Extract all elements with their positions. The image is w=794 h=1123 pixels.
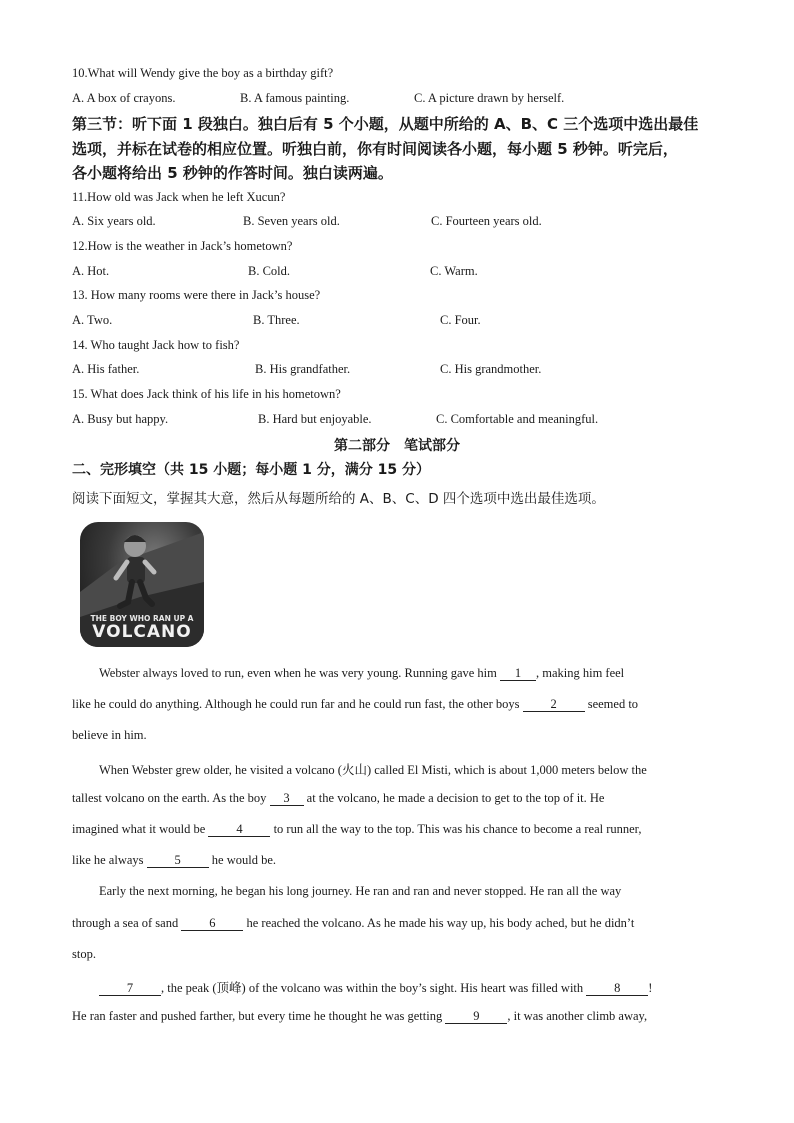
passage-line-6 [72,822,641,837]
blank-3[interactable]: 3 [270,791,304,806]
passage-text: he reached the volcano. As he made his way up, his body ached, but he didn’t [246,916,635,930]
q12-option-c: C. Warm. [430,264,478,278]
q13-option-c: C. Four. [440,313,481,327]
blank-6[interactable]: 6 [181,916,243,931]
question-15: 15. What does Jack think of his life in his hometown? [72,387,341,401]
q14-option-b: B. His grandfather. [255,362,351,376]
q11-option-b: B. Seven years old. [243,214,340,228]
part2-title: 第二部分 笔试部分 [334,438,460,454]
passage-text: , the peak (顶峰) of the volcano was within the boy’s sight. His heart was filled with [161,981,584,995]
passage-text: tallest volcano on the earth. As the boy [72,791,267,805]
question-10: 10.What will Wendy give the boy as a birthday gift? [72,66,334,80]
question-12: 12.How is the weather in Jack’s hometown? [72,239,293,253]
image-caption-top: THE BOY WHO RAN UP A [90,614,194,623]
passage-line-3: believe in him. [72,728,147,742]
q13-option-a: A. Two. [72,313,113,327]
passage-line-9 [72,916,634,931]
q14-option-c: C. His grandmother. [440,362,542,376]
cloze-heading: 二、完形填空（共 15 小题；每小题 1 分，满分 15 分） [72,462,430,478]
passage-text: , it was another climb away, [507,1009,648,1023]
q10-option-b: B. A famous painting. [240,91,350,105]
passage-text: at the volcano, he made a decision to get to the top of it. He [306,791,605,805]
passage-line-10: stop. [72,947,96,961]
q15-option-b: B. Hard but enjoyable. [258,412,372,426]
passage-text: imagined what it would be [72,822,206,836]
passage-text: like he always [72,853,144,867]
q14-option-a: A. His father. [72,362,140,376]
section3-instruction-line2: 选项，并标在试卷的相应位置。听独白前，你有时间阅读各小题，每小题 5 秒钟。听完后， [72,140,678,158]
blank-9[interactable]: 9 [445,1009,507,1024]
cloze-instruction: 阅读下面短文，掌握其大意，然后从每题所给的 A、B、C、D 四个选项中选出最佳选项。 [72,491,605,507]
passage-line-1 [99,666,624,681]
question-14: 14. Who taught Jack how to fish? [72,338,240,352]
passage-text: through a sea of sand [72,916,179,930]
question-13: 13. How many rooms were there in Jack’s house? [72,288,321,302]
q15-option-a: A. Busy but happy. [72,412,169,426]
boy-volcano-image [80,522,204,647]
passage-line-12 [72,1009,647,1024]
q11-option-c: C. Fourteen years old. [431,214,542,228]
q15-option-c: C. Comfortable and meaningful. [436,412,599,426]
passage-line-5 [72,791,604,806]
blank-7[interactable]: 7 [99,981,161,996]
blank-5[interactable]: 5 [147,853,209,868]
passage-line-2 [72,697,638,712]
passage-text: He ran faster and pushed farther, but every time he thought he was getting [72,1009,443,1023]
section3-instruction-line3: 各小题将给出 5 秒钟的作答时间。独白读两遍。 [72,164,393,182]
q12-option-b: B. Cold. [248,264,291,278]
passage-text: Webster always loved to run, even when he was very young. Running gave him [99,666,497,680]
passage-text: like he could do anything. Although he could run far and he could run fast, the other boys [72,697,520,711]
passage-text: , making him feel [535,666,625,680]
section3-instruction-line1: 第三节：听下面 1 段独白。独白后有 5 个小题，从题中所给的 A、B、C 三个选项中选出最佳 [72,115,699,133]
passage-line-4: When Webster grew older, he visited a volcano (火山) called El Misti, which is about 1,000 meters below the [99,763,647,777]
q10-option-a: A. A box of crayons. [72,91,176,105]
passage-line-8: Early the next morning, he began his long journey. He ran and ran and never stopped. He ran all the way [99,884,622,898]
passage-text: ! [648,981,653,995]
blank-8[interactable]: 8 [586,981,648,996]
passage-line-7 [72,853,276,868]
passage-line-11 [99,978,652,996]
q12-option-a: A. Hot. [72,264,110,278]
question-11: 11.How old was Jack when he left Xucun? [72,190,286,204]
blank-1[interactable]: 1 [500,666,536,681]
q10-option-c: C. A picture drawn by herself. [414,91,565,105]
passage-text: seemed to [587,697,639,711]
passage-text: he would be. [211,853,276,867]
blank-2[interactable]: 2 [523,697,585,712]
q13-option-b: B. Three. [253,313,300,327]
blank-4[interactable]: 4 [208,822,270,837]
passage-text: to run all the way to the top. This was his chance to become a real runner, [273,822,642,836]
image-caption-bottom: VOLCANO [92,622,192,642]
q11-option-a: A. Six years old. [72,214,156,228]
